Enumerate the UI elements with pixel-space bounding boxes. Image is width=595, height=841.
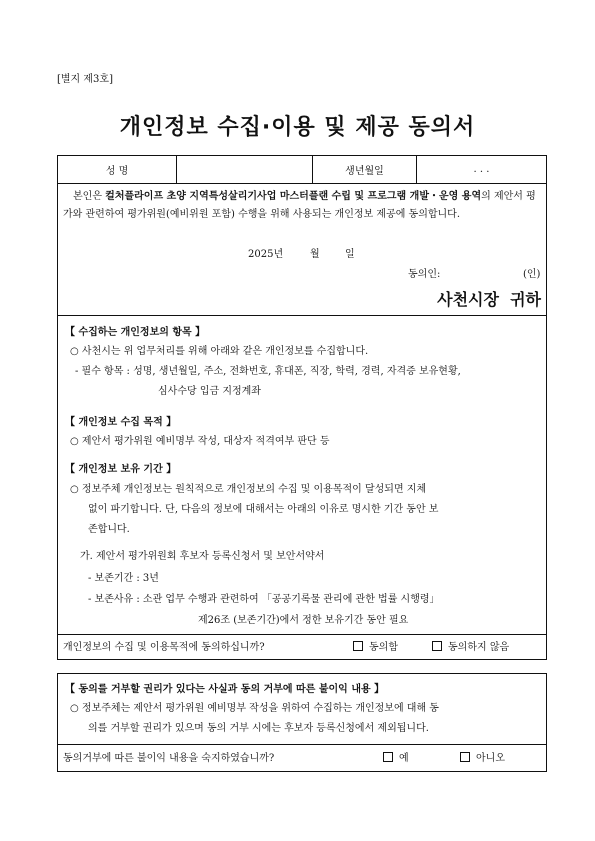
section3-line3: 존합니다. [88,524,130,535]
page-title: 개인정보 수집·이용 및 제공 동의서 [119,115,476,140]
consent-statement-box [57,183,547,316]
section3-line2: 없이 파기합니다. 단, 다음의 정보에 대해서는 아래의 이유로 명시한 기간 동안 보 [88,504,439,515]
consent-pre: 본인은 [73,191,106,202]
details-box [57,315,547,635]
project-name: 컬처플라이프 초양 지역특성살리기사업 마스터플랜 수립 및 프로그램 개발・운영 용역 [105,191,482,202]
consent-post: 의 제안서 평가와 관련하여 평가위원(예비위원 포함) 수행을 위해 사용되는 개인정보 제공에 동의합니다. [63,191,536,220]
agree-checkbox[interactable] [353,641,363,651]
agree-option[interactable] [353,639,398,657]
section2-line1: ○ 제안서 평가위원 예비명부 작성, 대상자 적격여부 판단 등 [70,436,330,447]
section3-line5: - 보존기간 : 3년 [88,573,159,584]
section4-line1: ○ 정보주체는 제안서 평가위원 예비명부 작성을 위하여 수집하는 개인정보에 대해 동 [70,703,439,714]
section3-line7: 제26조 (보존기간)에서 정한 보유기간 동안 필요 [198,615,409,626]
agree-label: 동의함 [369,642,398,653]
date-month: 월 [310,249,320,260]
seal-mark: (인) [523,269,541,280]
no-checkbox[interactable] [460,752,470,762]
section-refusal-heading: 【 동의를 거부할 권리가 있다는 사실과 동의 거부에 따른 불이익 내용 】 [65,684,385,695]
section3-line6: - 보존사유 : 소관 업무 수행과 관련하여 「공공기록물 관리에 관한 법률 시행령」 [88,594,440,605]
section1-line2: - 필수 항목 : 성명, 생년월일, 주소, 전화번호, 휴대폰, 직장, 학력, 경력, 자격증 보유현황, [75,366,461,377]
disagree-checkbox[interactable] [432,641,442,651]
section-retention-heading: 【 개인정보 보유 기간 】 [65,464,177,475]
section3-line4: 가. 제안서 평가위원회 후보자 등록신청서 및 보안서약서 [80,551,325,562]
signer-label: 동의인: [408,269,441,280]
disagree-option[interactable] [432,639,509,657]
acknowledge-question-row [57,744,547,772]
no-option[interactable] [460,750,505,768]
section-purpose-heading: 【 개인정보 수집 목적 】 [65,417,177,428]
addressee: 사천시장 귀하 [437,290,541,309]
section1-line3: 심사수당 입금 지정계좌 [158,386,261,397]
acknowledge-question: 동의거부에 따른 불이익 내용을 숙지하였습니까? [63,753,275,764]
form-number: [별지 제3호] [57,74,113,85]
name-label: 성 명 [105,166,129,177]
date-year: 2025년 [248,249,284,260]
consent-statement [63,188,543,224]
name-field[interactable] [176,156,312,183]
section3-line1: ○ 정보주체 개인정보는 원칙적으로 개인정보의 수집 및 이용목적이 달성되면 지체 [70,484,427,495]
consent-question-row [57,634,547,660]
section4-line2: 의를 거부할 권리가 있으며 동의 거부 시에는 후보자 등록신청에서 제외됩니다. [88,723,429,734]
refusal-right-box [57,673,547,745]
section1-line1: ○ 사천시는 위 업무처리를 위해 아래와 같은 개인정보를 수집합니다. [70,346,369,357]
yes-label: 예 [399,753,409,764]
disagree-label: 동의하지 않음 [448,642,510,653]
date-day: 일 [345,249,355,260]
section-collected-items-heading: 【 수집하는 개인정보의 항목 】 [65,327,206,338]
no-label: 아니오 [476,753,505,764]
yes-checkbox[interactable] [383,752,393,762]
birth-field[interactable]: . . . [416,156,546,183]
consent-question: 개인정보의 수집 및 이용목적에 동의하십니까? [63,642,265,653]
applicant-info-row [57,155,547,184]
yes-option[interactable] [383,750,409,768]
birth-label: 생년월일 [312,156,416,183]
